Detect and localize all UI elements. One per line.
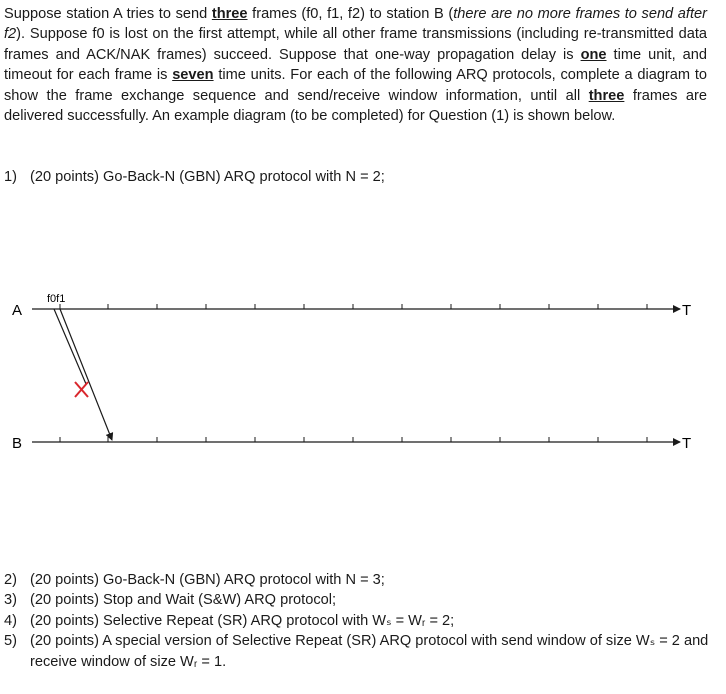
question-number: 2) (4, 572, 17, 588)
intro-italic-note: there are no more frames to send after f2 (4, 6, 707, 43)
question-2 (4, 570, 719, 590)
frame-f1-path (60, 309, 112, 440)
timeline-a-ticks (60, 304, 647, 309)
question-text: (20 points) Selective Repeat (SR) ARQ protocol with Wₛ = Wᵣ = 2; (30, 612, 455, 629)
intro-text-2: frames (f0, f1, f2) to station B ( (247, 6, 454, 22)
emphasis-one: one (580, 46, 607, 63)
frame-label-f0f1: f0f1 (47, 293, 66, 305)
intro-text-1: Suppose station A tries to send (4, 6, 212, 22)
station-b-label: B (12, 435, 23, 452)
frame-lost-x-icon (75, 382, 88, 397)
frame-f0-lost-path (54, 309, 86, 384)
question-list (4, 570, 719, 672)
question-number: 3) (4, 592, 17, 609)
time-axis-label-a: T (682, 302, 692, 319)
question-4 (4, 611, 719, 631)
intro-text-3: ). Suppose f0 is lost on the first attempt, while all other frame transmissions (including re-transmitted data frames and ACK/NAK frames) succeed. Suppose that one-way propagation delay is (4, 26, 707, 63)
question-text: (20 points) Stop and Wait (S&W) ARQ protocol; (30, 592, 337, 609)
question-1-text: (20 points) Go-Back-N (GBN) ARQ protocol with N = 2; (30, 169, 385, 185)
timeline-b-ticks (60, 437, 647, 442)
question-number: 5) (4, 633, 17, 650)
intro-text-4: time unit, and timeout for each frame is (4, 46, 707, 84)
emphasis-three-2: three (588, 87, 625, 104)
question-text: (20 points) Go-Back-N (GBN) ARQ protocol with N = 3; (30, 572, 385, 588)
emphasis-seven: seven (172, 67, 214, 84)
timeline-diagram (0, 280, 726, 470)
intro-text-5: time units. For each of the following ARQ protocols, complete a diagram to show the frame exchange sequence and send/receive window information, until all (4, 67, 707, 104)
time-axis-label-b: T (682, 435, 692, 452)
question-1 (4, 167, 385, 187)
station-a-label: A (12, 302, 23, 319)
question-3 (4, 590, 719, 610)
question-1-number: 1) (4, 169, 17, 185)
problem-description (4, 4, 707, 126)
emphasis-three: three (211, 6, 248, 22)
intro-text-6: frames are delivered successfully. An example diagram (to be completed) for Question (1) is shown below. (4, 87, 707, 125)
question-number: 4) (4, 612, 17, 629)
question-text: (20 points) A special version of Selective Repeat (SR) ARQ protocol with send window of size Wₛ = 2 and receive window of size Wᵣ = 1. (30, 633, 709, 670)
question-5 (4, 631, 719, 672)
